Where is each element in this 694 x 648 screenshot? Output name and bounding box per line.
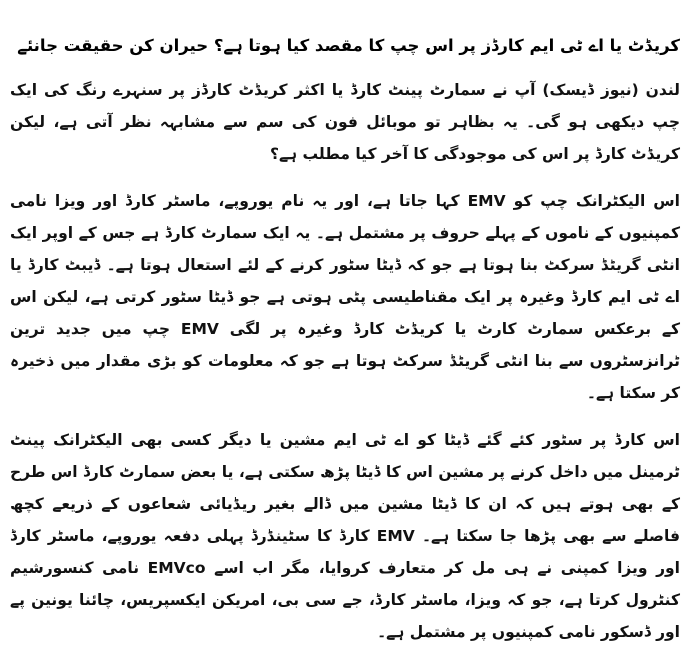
article-paragraph-intro: لندن (نیوز ڈیسک) آپ نے سمارٹ پینٹ کارڈ یا اکثر کریڈٹ کارڈز پر سنہرے رنگ کی ایک چپ دیکھی ہو گی۔ یہ بظاہر تو موبائل فون کی سم سے مشابہہ نظر آتی ہے، لیکن کریڈٹ کارڈ پر اس کی موجودگی کا آخر کیا مطلب ہے؟ [10,81,680,163]
article-paragraph-emv-standard: اس کارڈ پر سٹور کئے گئے ڈیٹا کو اے ٹی ایم مشین یا دیگر کسی بھی الیکٹرانک پینٹ ٹرمینل میں داخل کرنے پر مشین اس کا ڈیٹا پڑھ سکتی ہے، یا بعض سمارٹ کارڈ اس طرح کے بھی ہوتے ہیں کہ ان کا ڈیٹا مشین میں ڈالے بغیر ریڈیائی شعاعوں کے ذریعے کچھ فاصلے سے بھی پڑھا جا سکتا ہے۔ EMV کارڈ کا سٹینڈرڈ پہلی دفعہ یوروپے، ماسٹر کارڈ اور ویزا کمپنی نے ہی مل کر متعارف کروایا، مگر اب اسے EMVco نامی کنسورشیم کنٹرول کرتا ہے، جو کہ ویزا، ماسٹر کارڈ، جے سی بی، امریکن ایکسپریس، چائنا یونین پے اور ڈسکور نامی کمپنیوں پر مشتمل ہے۔ [10,431,681,641]
article [10,0,680,648]
article-paragraph-emv-chip: اس الیکٹرانک چپ کو EMV کہا جاتا ہے، اور یہ نام یوروپے، ماسٹر کارڈ اور ویزا نامی کمپنیوں کے ناموں کے پہلے حروف پر مشتمل ہے۔ یہ ایک سمارٹ کارڈ ہے جس کے اوپر ایک انٹی گریٹڈ سرکٹ بنا ہوتا ہے جو کہ ڈیٹا سٹور کرنے کے لئے استعال ہوتا ہے۔ ڈیبٹ کارڈ یا اے ٹی ایم کارڈ وغیرہ پر ایک مقناطیسی پٹی ہوتی ہے جو ڈیٹا سٹور کرتی ہے، لیکن اس کے برعکس سمارٹ کارٹ یا کریڈٹ کارڈ وغیرہ پر لگی EMV چپ میں جدید ترین ٹرانزسٹروں سے بنا انٹی گریٹڈ سرکٹ ہوتا ہے جو کہ معلومات کو بڑی مقدار میں ذخیرہ کر سکتا ہے۔ [10,192,681,402]
article-headline: کریڈٹ یا اے ٹی ایم کارڈز پر اس چپ کا مقصد کیا ہوتا ہے؟ حیران کن حقیقت جانئے [17,36,680,55]
